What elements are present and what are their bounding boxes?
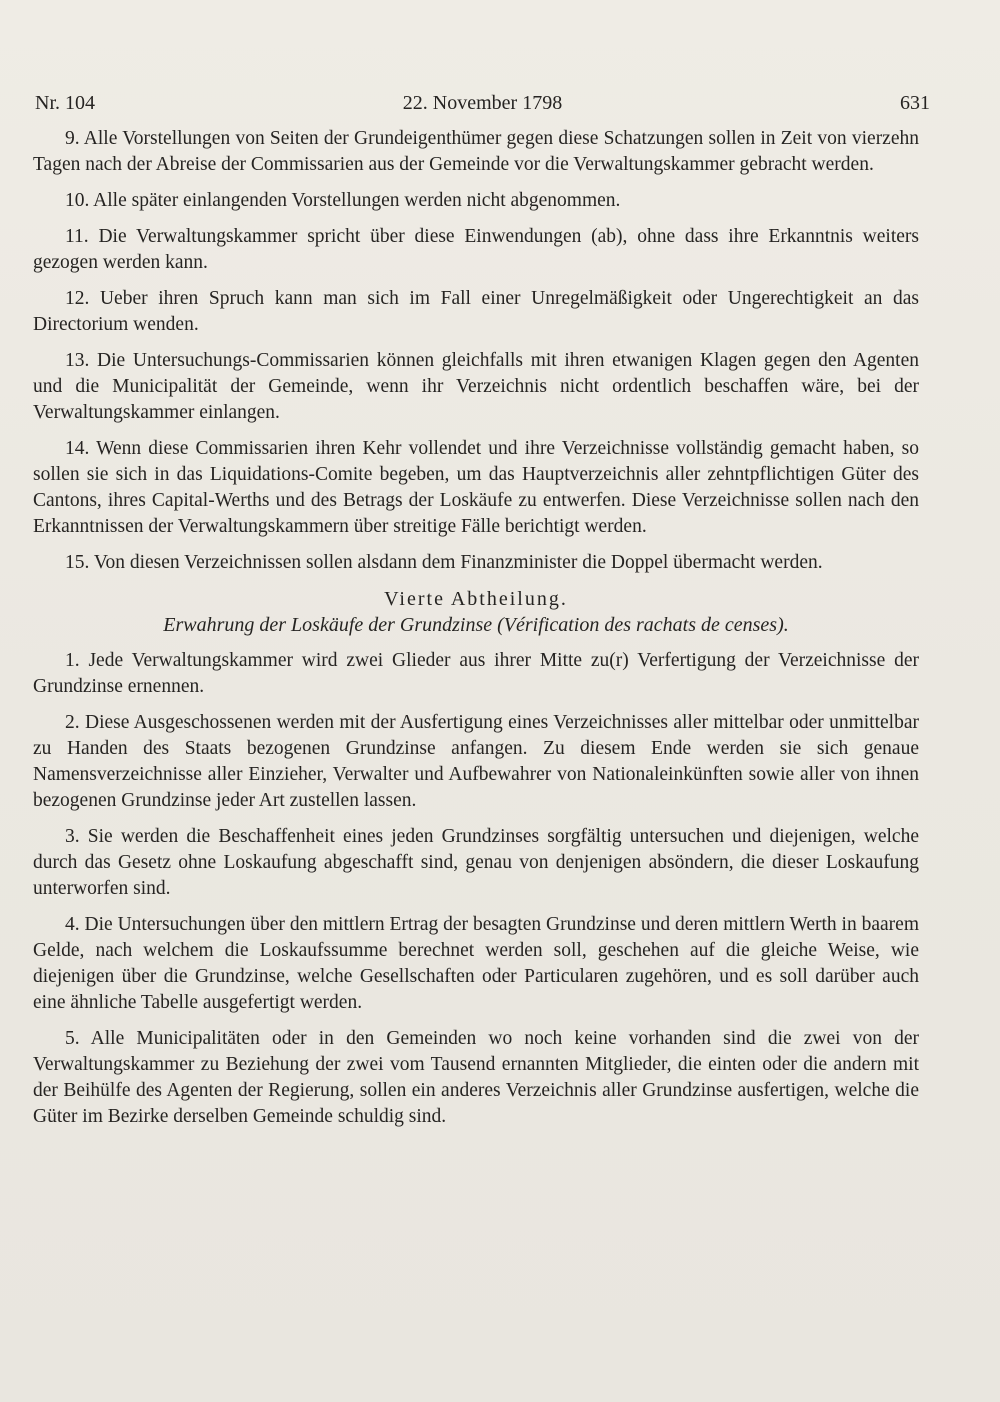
paragraph-12: 12. Ueber ihren Spruch kann man sich im Fall einer Unregelmäßigkeit oder Ungerechtigkeit an das Directorium wenden. [33, 288, 919, 335]
section-paragraph-3: 3. Sie werden die Beschaffenheit eines jeden Grundzinses sorgfältig untersuchen und diejenigen, welche durch das Gesetz ohne Loskaufung abgeschafft sind, genau von denjenigen absöndern, die dieser Loskaufung unterworfen sind. [33, 826, 919, 899]
paragraph-9: 9. Alle Vorstellungen von Seiten der Grundeigenthümer gegen diese Schatzungen sollen in Zeit von vierzehn Tagen nach der Abreise der Commissarien aus der Gemeinde vor die Verwaltungskammer gebracht werden. [33, 128, 919, 175]
paragraph-10: 10. Alle später einlangenden Vorstellungen werden nicht abgenommen. [65, 190, 621, 211]
header-document-number: Nr. 104 [35, 92, 95, 114]
section-heading: Vierte Abtheilung. [384, 588, 568, 610]
section-paragraph-2: 2. Diese Ausgeschossenen werden mit der Ausfertigung eines Verzeichnisses aller mittelbar oder unmittelbar zu Handen des Staats bezogenen Grundzinse anfangen. Zu diesem Ende werden sie sich genaue Namensverzeichnisse aller Einzieher, Verwalter und Aufbewahrer von Nationaleinkünften sowie aller von ihnen bezogenen Grundzinse jeder Art zustellen lassen. [33, 712, 919, 811]
paragraph-11: 11. Die Verwaltungskammer spricht über diese Einwendungen (ab), ohne dass ihre Erkanntnis weiters gezogen werden kann. [33, 226, 919, 273]
section-paragraph-5: 5. Alle Municipalitäten oder in den Gemeinden wo noch keine vorhanden sind die zwei von der Verwaltungskammer zu Beziehung der zwei vom Tausend ernannten Mitglieder, die einten oder die andern mit der Beihülfe des Agenten der Regierung, sollen ein anderes Verzeichnis aller Grundzinse ausfertigen, welche die Güter im Bezirke derselben Gemeinde schuldig sind. [33, 1028, 919, 1127]
section-subtitle: Erwahrung der Loskäufe der Grundzinse (Vérification des rachats de censes). [163, 614, 789, 636]
header-page-number: 631 [900, 92, 930, 114]
paragraph-15: 15. Von diesen Verzeichnissen sollen alsdann dem Finanzminister die Doppel übermacht werden. [65, 552, 823, 573]
document-body [33, 126, 919, 1140]
section-paragraph-1: 1. Jede Verwaltungskammer wird zwei Glieder aus ihrer Mitte zu(r) Verfertigung der Verzeichnisse der Grundzinse ernennen. [33, 650, 919, 697]
section-paragraph-4: 4. Die Untersuchungen über den mittlern Ertrag der besagten Grundzinse und deren mittlern Werth in baarem Gelde, nach welchem die Loskaufssumme berechnet werden soll, geschehen auf die gleiche Weise, wie diejenigen über die Grundzinse, welche Gesellschaften oder Particularen zugehören, und es soll darüber auch eine ähnliche Tabelle ausgefertigt werden. [33, 914, 919, 1013]
header-date: 22. November 1798 [402, 92, 563, 114]
paragraph-14: 14. Wenn diese Commissarien ihren Kehr vollendet und ihre Verzeichnisse vollständig gemacht haben, so sollen sie sich in das Liquidations-Comite begeben, um das Hauptverzeichnis aller zehntpflichtigen Güter des Cantons, ihres Capital-Werths und des Betrags der Loskäufe zu entwerfen. Diese Verzeichnisse sollen nach den Erkanntnissen der Verwaltungskammern über streitige Fälle berichtigt werden. [33, 438, 919, 537]
paragraph-13: 13. Die Untersuchungs-Commissarien können gleichfalls mit ihren etwanigen Klagen gegen den Agenten und die Municipalität der Gemeinde, wenn ihr Verzeichnis nicht ordentlich beschaffen wäre, bei der Verwaltungskammer einlangen. [33, 350, 919, 423]
page-header [35, 92, 930, 118]
